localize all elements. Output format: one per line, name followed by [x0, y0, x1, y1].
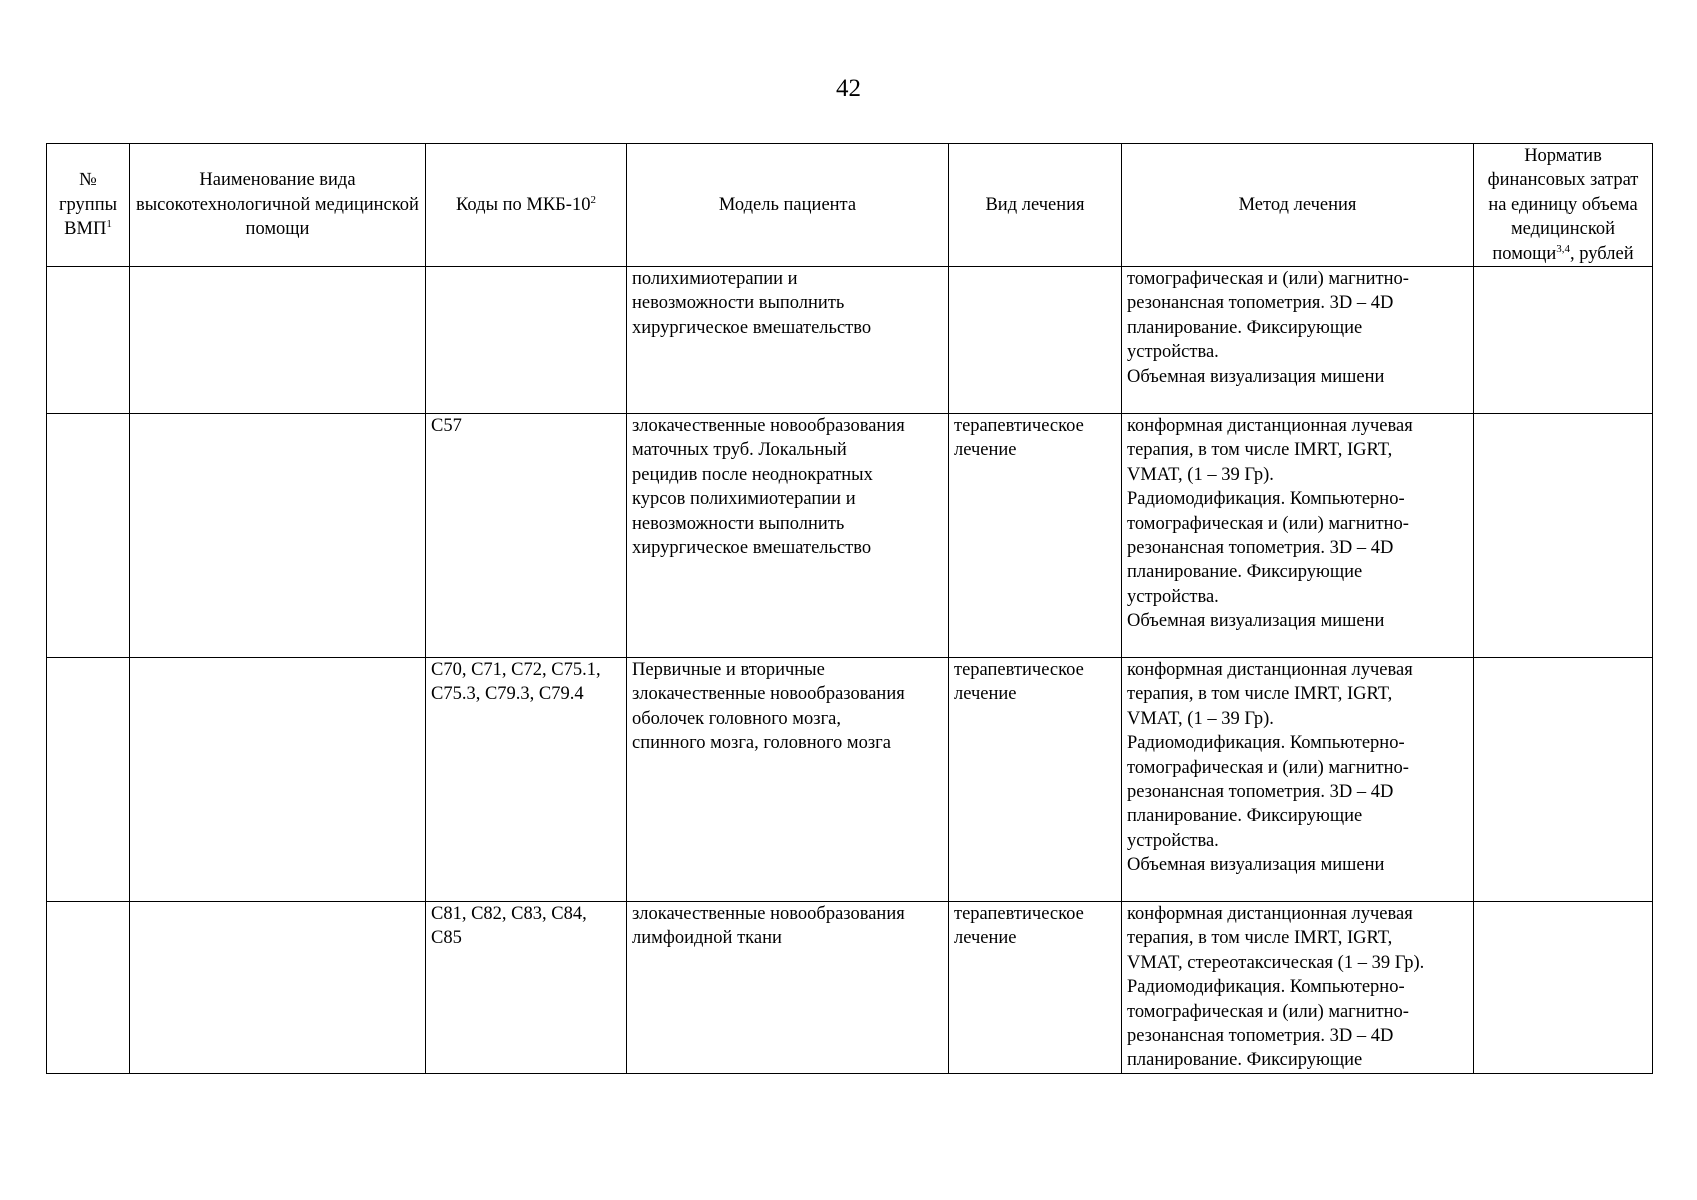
- header-patient-model: Модель пациента: [627, 144, 949, 267]
- header-group-number: № группы ВМП$^1$: [47, 144, 130, 267]
- cell-patient-model: Первичные и вторичные злокачественные новообразования оболочек головного мозга, спинного мозга, головного мозга: [627, 658, 949, 902]
- cell-cost-standard: [1474, 414, 1653, 658]
- header-treatment-method: Метод лечения: [1122, 144, 1474, 267]
- cell-care-type-name: [130, 267, 426, 414]
- cell-cost-standard: [1474, 658, 1653, 902]
- cell-treatment-method: конформная дистанционная лучевая терапия, в том числе IMRT, IGRT, VMAT, стереотаксическая (1 – 39 Гр). Радиомодификация. Компьютерно- томографическая и (или) магнитно- резонансная топометрия. 3D – 4D планирование. Фиксирующие: [1122, 902, 1474, 1074]
- header-icd-codes: Коды по МКБ-$10^2$: [426, 144, 627, 267]
- cell-treatment-type: [949, 267, 1122, 414]
- cell-icd-codes: C70, C71, C72, C75.1, C75.3, C79.3, C79.4: [426, 658, 627, 902]
- cell-patient-model: злокачественные новообразования маточных труб. Локальный рецидив после неоднократных курсов полихимиотерапии и невозможности выполнить хирургическое вмешательство: [627, 414, 949, 658]
- cell-treatment-method: томографическая и (или) магнитно- резонансная топометрия. 3D – 4D планирование. Фиксирующие устройства. Объемная визуализация мишени: [1122, 267, 1474, 414]
- cell-treatment-type: терапевтическое лечение: [949, 902, 1122, 1074]
- cell-care-type-name: [130, 414, 426, 658]
- cell-patient-model: злокачественные новообразования лимфоидной ткани: [627, 902, 949, 1074]
- cell-patient-model: полихимиотерапии и невозможности выполнить хирургическое вмешательство: [627, 267, 949, 414]
- cell-care-type-name: [130, 658, 426, 902]
- cell-group-number: [47, 414, 130, 658]
- header-care-type-name: Наименование вида высокотехнологичной медицинской помощи: [130, 144, 426, 267]
- cell-group-number: [47, 658, 130, 902]
- table-row: [47, 414, 1653, 658]
- cell-icd-codes: [426, 267, 627, 414]
- cell-treatment-method: конформная дистанционная лучевая терапия, в том числе IMRT, IGRT, VMAT, (1 – 39 Гр). Радиомодификация. Компьютерно- томографическая и (или) магнитно- резонансная топометрия. 3D – 4D планирование. Фиксирующие устройства. Объемная визуализация мишени: [1122, 658, 1474, 902]
- table-row: [47, 658, 1653, 902]
- cell-cost-standard: [1474, 267, 1653, 414]
- cell-treatment-type: терапевтическое лечение: [949, 414, 1122, 658]
- cell-group-number: [47, 902, 130, 1074]
- cell-care-type-name: [130, 902, 426, 1074]
- cell-treatment-method: конформная дистанционная лучевая терапия, в том числе IMRT, IGRT, VMAT, (1 – 39 Гр). Радиомодификация. Компьютерно- томографическая и (или) магнитно- резонансная топометрия. 3D – 4D планирование. Фиксирующие устройства. Объемная визуализация мишени: [1122, 414, 1474, 658]
- vmp-table: [46, 143, 1653, 1074]
- header-row: [47, 144, 1653, 267]
- cell-group-number: [47, 267, 130, 414]
- cell-treatment-type: терапевтическое лечение: [949, 658, 1122, 902]
- table-row: [47, 902, 1653, 1074]
- page-number: 42: [836, 75, 861, 102]
- cell-icd-codes: C57: [426, 414, 627, 658]
- table-row: [47, 267, 1653, 414]
- cell-cost-standard: [1474, 902, 1653, 1074]
- header-treatment-type: Вид лечения: [949, 144, 1122, 267]
- header-cost-standard: Норматив финансовых затрат на единицу объема медицинской помощи$^{3,4}$, рублей: [1474, 144, 1653, 267]
- cell-icd-codes: C81, C82, C83, C84, C85: [426, 902, 627, 1074]
